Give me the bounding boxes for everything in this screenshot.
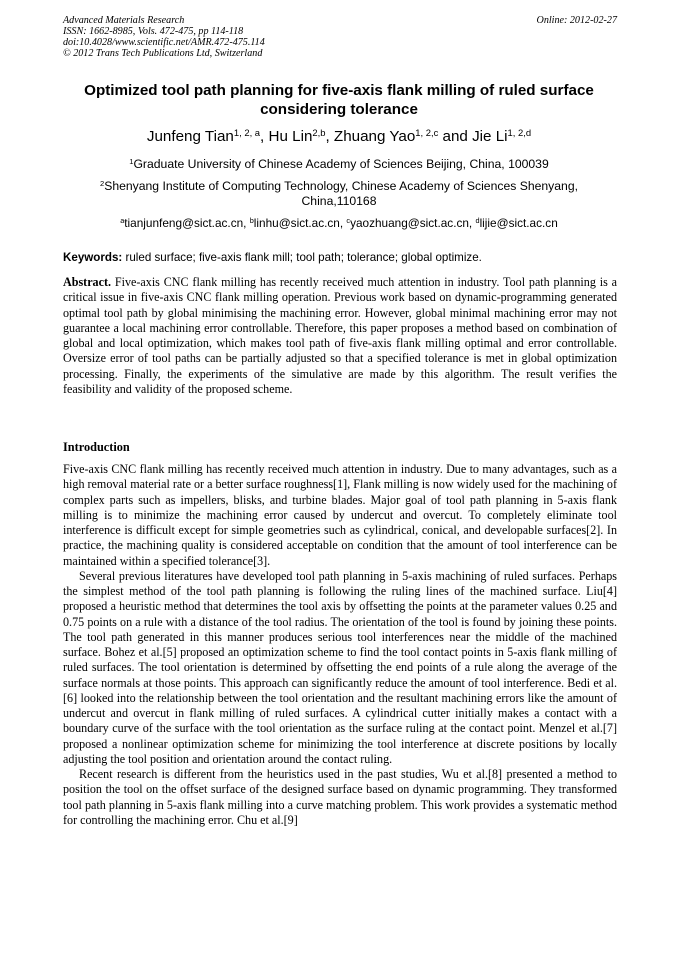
author-name: Zhuang Yao <box>333 128 416 145</box>
author-affiliation-mark: 1, 2,d <box>507 126 532 138</box>
keywords-label: Keywords: <box>63 251 123 264</box>
author-separator: , <box>260 128 269 145</box>
paper-title: Optimized tool path planning for five-axis flank milling of ruled surface considering tolerance <box>84 82 594 118</box>
author-separator: , <box>325 128 334 145</box>
email-address: tianjunfeng@sict.ac.cn, <box>124 216 250 230</box>
author-name: Jie Li <box>472 128 508 145</box>
affiliation-1 <box>60 157 618 172</box>
affiliation-mark: 2 <box>99 178 105 188</box>
author-affiliation-mark: 2,b <box>312 126 326 138</box>
email-address: linhu@sict.ac.cn, <box>253 216 347 230</box>
author-name: Junfeng Tian <box>146 128 234 145</box>
keywords-text: ruled surface; five-axis flank mill; tool path; tolerance; global optimize. <box>122 251 482 264</box>
author-name: Hu Lin <box>268 128 313 145</box>
running-header <box>63 15 617 59</box>
author-separator: and <box>438 128 473 145</box>
issn-line: ISSN: 1662-8985, Vols. 472-475, pp 114-118 <box>63 26 244 37</box>
author-list <box>60 128 618 146</box>
keywords <box>63 251 617 265</box>
author-affiliation-mark: 1, 2, a <box>233 126 261 138</box>
affiliation-text: Graduate University of Chinese Academy of Sciences Beijing, China, 100039 <box>133 157 549 171</box>
paragraph: Several previous literatures have developed tool path planning in 5-axis machining of ruled surfaces. Perhaps the simplest method of the tool path planning is following the ruling lines of the machined surface. Liu[4] proposed a heuristic method that determines the tool axis by offsetting the points at the parameter values 0.25 and 0.75 points on a rule with a distance of the tool radius. The orientation of the tool is found by joining these points. The tool path generated in this manner produces serious tool interferences near the middle of the machined surface. Bohez et al.[5] proposed an optimization scheme to find the tool contact points in 5-axis flank milling of ruled surfaces. The tool orientation is determined by offsetting the end points of a rule along the average of the surface normals at those points. This approach can significantly reduce the amount of tool interference. Bedi et al.[6] looked into the relationship between the tool orientation and the resultant machining errors like the amount of undercut and overcut in flank milling of ruled surfaces. A cylindrical cutter initially makes a contact with a boundary curve of the surface with the tool orientation as the surface ruling at the contact point. Menzel et al.[7] proposed a nonlinear optimization scheme for minimizing the tool interference at discrete positions by locally adjusting the tool position and orientation around the contact ruling. <box>63 568 617 766</box>
author-emails <box>60 216 618 230</box>
abstract-label: Abstract. <box>63 275 112 289</box>
author-affiliation-mark: 1, 2,c <box>415 126 439 138</box>
paragraph: Five-axis CNC flank milling has recently received much attention in industry. Due to many advantages, such as a high removal material rate or a better surface roughness[1], Flank milling is now widely used for the machining of complex parts such as impellers, blisks, and turbine blades. Major goal of tool path planning in 5-axis flank milling is to minimize the machining error caused by undercut and overcut. To completely eliminate tool interference is difficult except for simple geometries such as cylindrical, conical, and developable surfaces[2]. In practice, the machining quality is considered acceptable on condition that the amount of tool interference can be maintained within a specified tolerance[3]. <box>63 462 617 568</box>
abstract-text: Five-axis CNC flank milling has recently received much attention in industry. Tool path planning is a critical issue in five-axis CNC flank milling operation. Previous work based on dynamic-programming generated optimal tool path by global minimising the machining error. However, global minimal machining error may not guarantee a local machining error controllable. Therefore, this paper proposes a method based on combination of global and local optimization, which makes tool path of five-axis flank milling optimal and error controllable. Oversize error of tool paths can be partially adjusted so that a specified tolerance is met in global optimization processing. Finally, the experiments of the simulative are made by this algorithm. The result verifies the feasibility and validity of the proposed scheme. <box>63 275 617 396</box>
affiliation-mark: 1 <box>129 156 134 166</box>
journal-name: Advanced Materials Research <box>63 15 185 26</box>
email-mark: d <box>475 215 480 225</box>
affiliation-2 <box>75 179 603 209</box>
section-heading-introduction: Introduction <box>63 440 130 454</box>
email-mark: c <box>346 215 351 225</box>
copyright-line: © 2012 Trans Tech Publications Ltd, Switzerland <box>63 48 263 59</box>
doi-line: doi:10.4028/www.scientific.net/AMR.472-475.114 <box>63 37 265 48</box>
email-address: lijie@sict.ac.cn <box>479 216 558 230</box>
email-mark: a <box>120 215 125 225</box>
paragraph: Recent research is different from the heuristics used in the past studies, Wu et al.[8] presented a method to position the tool on the offset surface of the designed surface based on dynamic programming. They transformed tool path planning in 5-axis flank milling into a curve matching problem. This work provides a systematic method for controlling the machining error. Chu et al.[9] <box>63 767 617 827</box>
affiliation-text: Shenyang Institute of Computing Technology, Chinese Academy of Sciences Shenyang, China,110168 <box>104 179 578 208</box>
introduction-body <box>63 462 617 828</box>
email-mark: b <box>249 215 254 225</box>
abstract <box>63 275 617 397</box>
online-date: Online: 2012-02-27 <box>536 15 617 26</box>
email-address: yaozhuang@sict.ac.cn, <box>350 216 476 230</box>
